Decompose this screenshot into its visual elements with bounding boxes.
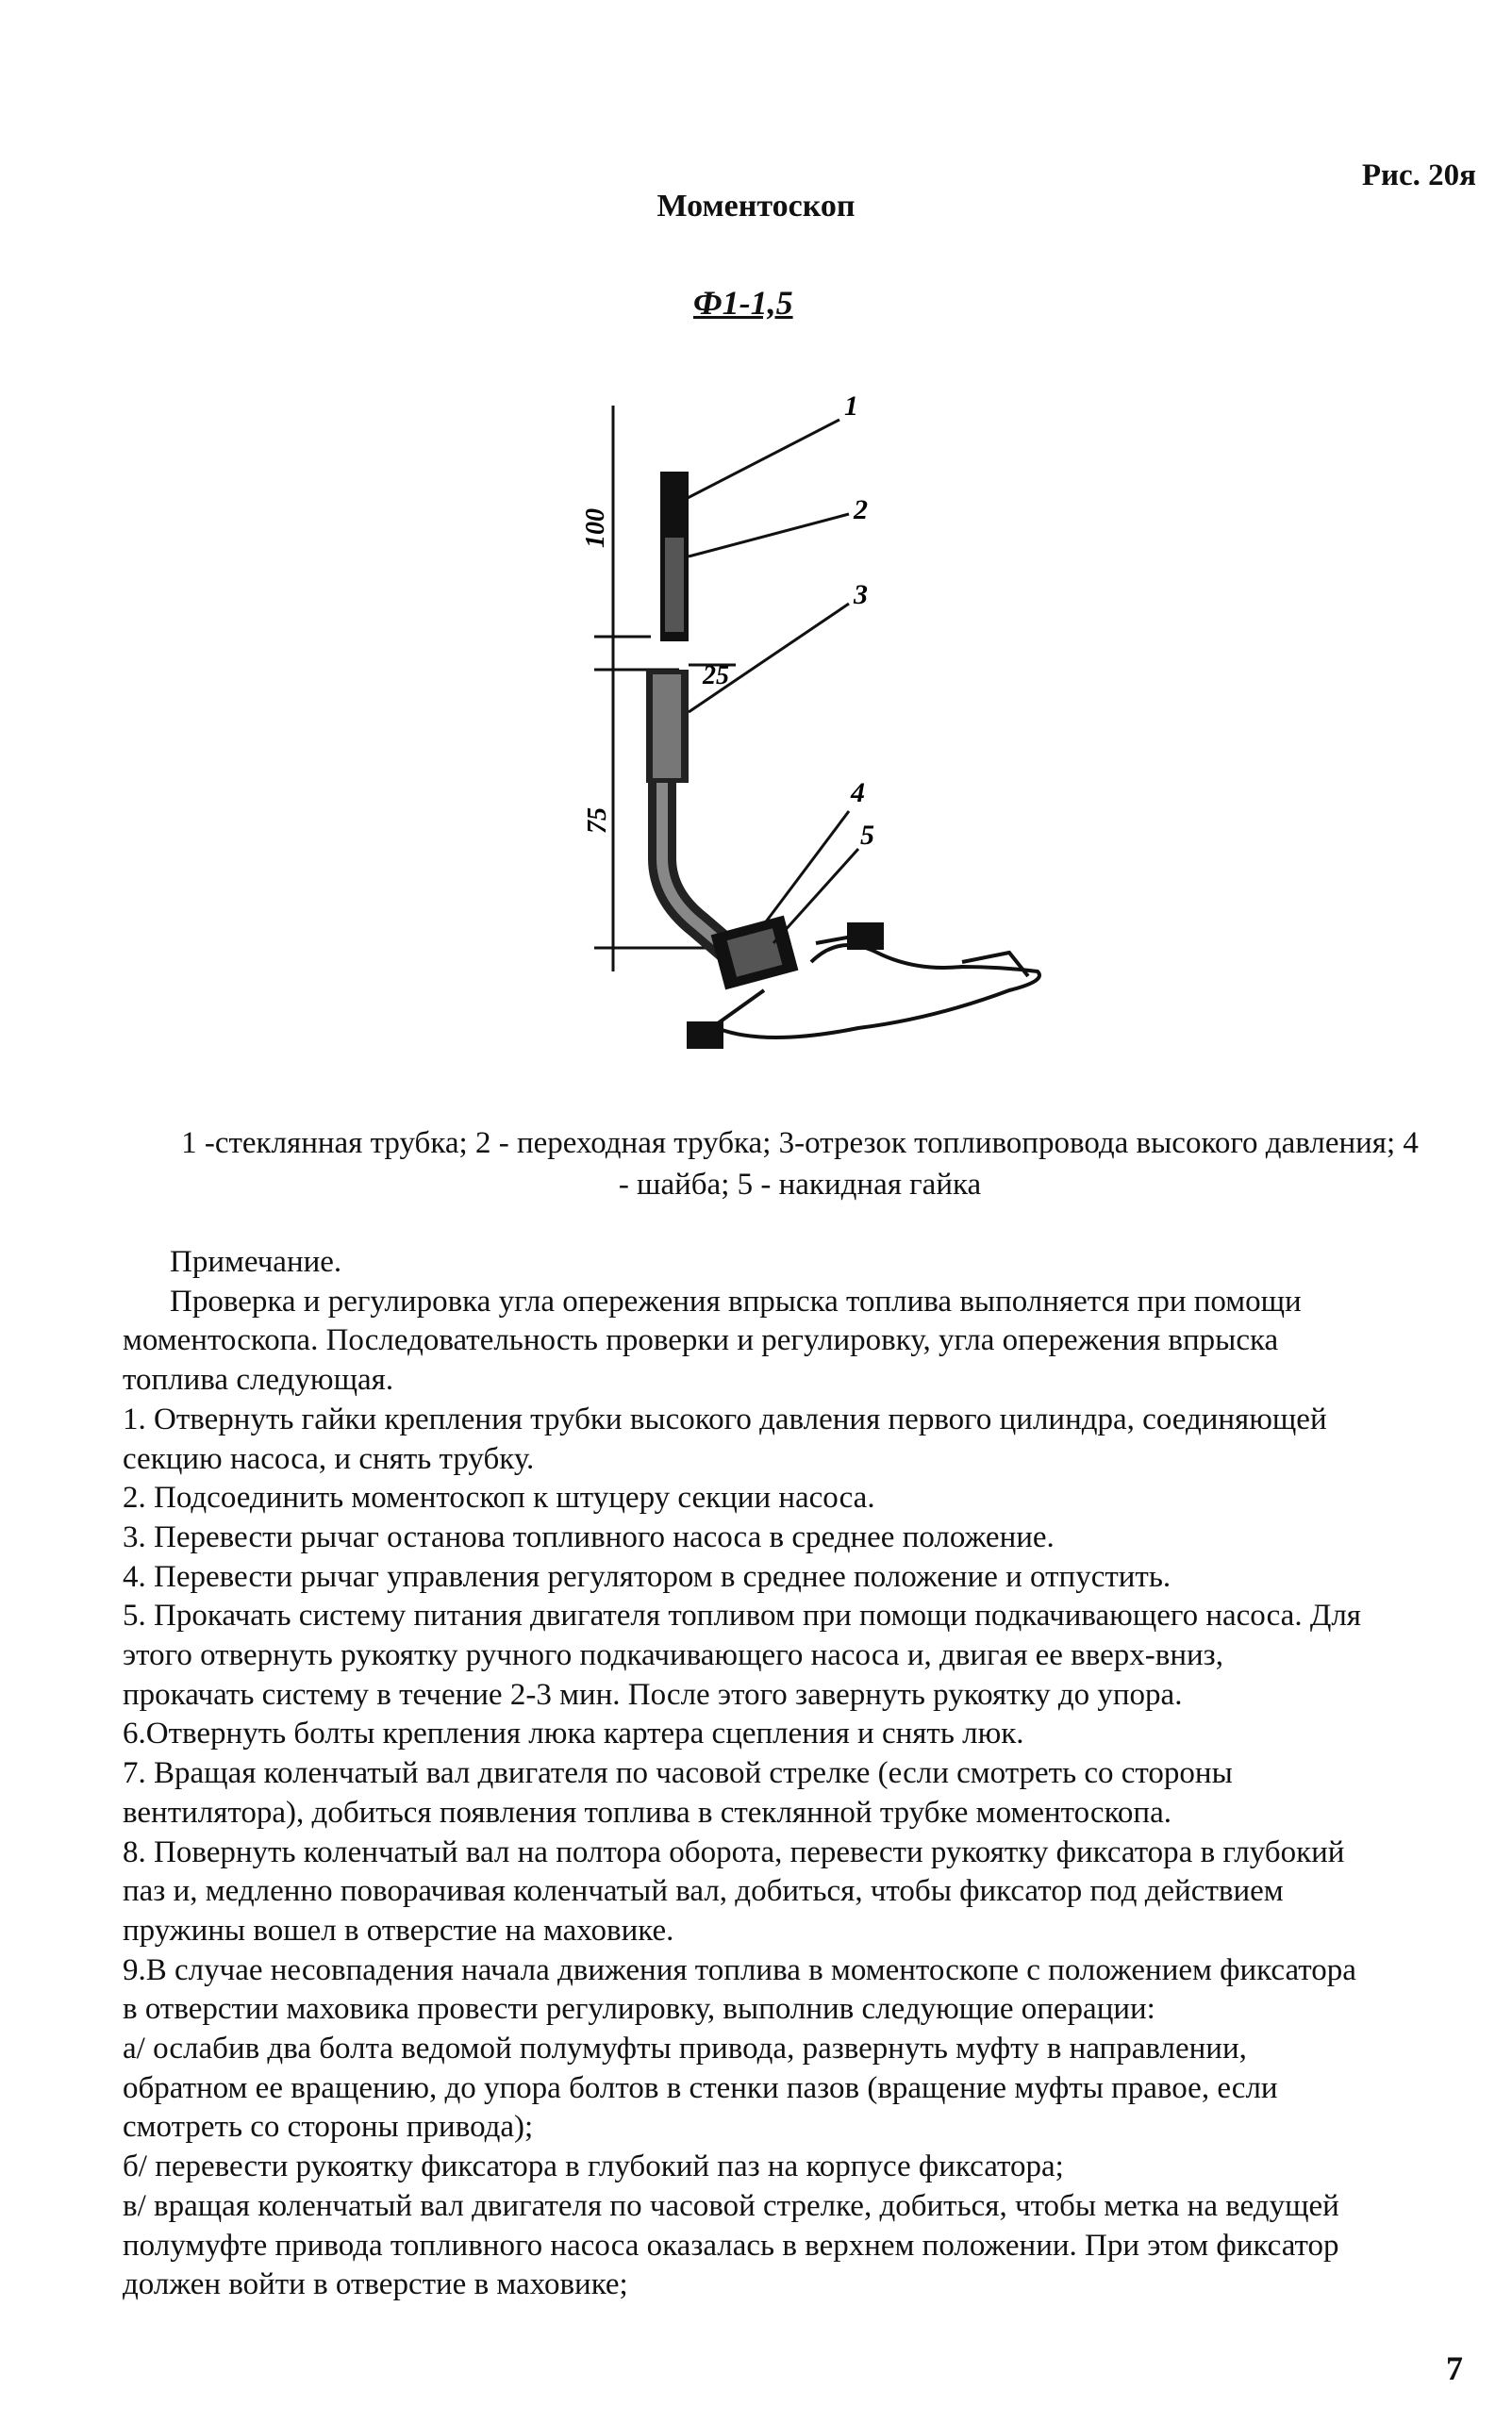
callout-5: 5 xyxy=(860,820,874,851)
substep-a: а/ ослабив два болта ведомой полумуфты привода, развернуть муфту в направлении, xyxy=(123,2032,1247,2066)
page-title: Моментоскоп xyxy=(656,189,856,224)
figure-caption xyxy=(130,1122,1470,1205)
step-8-cont: пружины вошел в отверстие на маховике. xyxy=(123,1913,674,1948)
substep-a-cont: обратном ее вращению, до упора болтов в стенки пазов (вращение муфты правое, если xyxy=(123,2070,1278,2105)
union-nut xyxy=(711,916,799,990)
step-5: 5. Прокачать систему питания двигателя топливом при помощи подкачивающего насоса. Для xyxy=(123,1599,1361,1634)
step-9-cont: в отверстии маховика провести регулировку, выполнив следующие операции: xyxy=(123,1992,1155,2027)
step-7-cont: вентилятора), добиться появления топлива в стеклянной трубке моментоскопа. xyxy=(123,1795,1171,1830)
step-5-cont: прокачать систему в течение 2-3 мин. После этого завернуть рукоятку до упора. xyxy=(123,1677,1183,1712)
callout-4: 4 xyxy=(851,777,865,808)
paragraph-line: топлива следующая. xyxy=(123,1363,394,1398)
dimension-25: 25 xyxy=(703,661,729,690)
note-heading: Примечание. xyxy=(170,1245,342,1279)
step-4: 4. Перевести рычаг управления регулятором в среднее положение и отпустить. xyxy=(123,1559,1171,1594)
dimension-75: 75 xyxy=(583,807,612,834)
paragraph-line: Проверка и регулировка угла опережения впрыска топлива выполняется при помощи xyxy=(170,1284,1302,1319)
step-9: 9.В случае несовпадения начала движения топлива в моментоскопе с положением фиксатора xyxy=(123,1952,1356,1987)
step-7: 7. Вращая коленчатый вал двигателя по часовой стрелке (если смотреть со стороны xyxy=(123,1756,1233,1791)
page-number: 7 xyxy=(1446,2349,1463,2387)
substep-v-cont: полумуфте привода топливного насоса оказалась в верхнем положении. При этом фиксатор xyxy=(123,2228,1339,2263)
body-text xyxy=(123,1243,1471,2305)
paragraph-line: моментоскопа. Последовательность проверки и регулировку, угла опережения впрыска xyxy=(123,1323,1279,1358)
drawing-designation: Ф1-1,5 xyxy=(693,284,793,322)
substep-v: в/ вращая коленчатый вал двигателя по часовой стрелке, добиться, чтобы метка на ведущей xyxy=(123,2188,1339,2223)
step-8-cont: паз и, медленно поворачивая коленчатый вал, добиться, чтобы фиксатор под действием xyxy=(123,1874,1284,1909)
adapter-tube xyxy=(646,670,689,783)
callout-3: 3 xyxy=(854,579,868,610)
dimension-100: 100 xyxy=(581,508,610,548)
substep-a-cont: смотреть со стороны привода); xyxy=(123,2110,534,2145)
step-2: 2. Подсоединить моментоскоп к штуцеру секции насоса. xyxy=(123,1481,875,1516)
step-5-cont: этого отвернуть рукоятку ручного подкачивающего насоса и, двигая ее вверх-вниз, xyxy=(123,1638,1223,1673)
step-6: 6.Отвернуть болты крепления люка картера сцепления и снять люк. xyxy=(123,1717,1024,1751)
momentoscope-drawing xyxy=(557,387,1085,1122)
substep-b: б/ перевести рукоятку фиксатора в глубокий паз на корпусе фиксатора; xyxy=(123,2149,1064,2184)
substep-v-cont: должен войти в отверстие в маховике; xyxy=(123,2267,628,2302)
step-8: 8. Повернуть коленчатый вал на полтора оборота, перевести рукоятку фиксатора в глубокий xyxy=(123,1834,1345,1869)
step-3: 3. Перевести рычаг останова топливного насоса в среднее положение. xyxy=(123,1519,1055,1554)
callout-2: 2 xyxy=(854,494,868,525)
glass-tube xyxy=(660,472,689,641)
step-1-cont: секцию насоса, и снять трубку. xyxy=(123,1441,535,1476)
callout-1: 1 xyxy=(844,390,858,422)
step-1: 1. Отвернуть гайки крепления трубки высокого давления первого цилиндра, соединяющей xyxy=(123,1402,1327,1436)
figure-label: Рис. 20я xyxy=(1361,158,1476,192)
caption-line: - шайба; 5 - накидная гайка xyxy=(618,1168,982,1202)
caption-line: 1 -стеклянная трубка; 2 - переходная трубка; 3-отрезок топливопровода высокого давления; 4 xyxy=(181,1126,1419,1160)
